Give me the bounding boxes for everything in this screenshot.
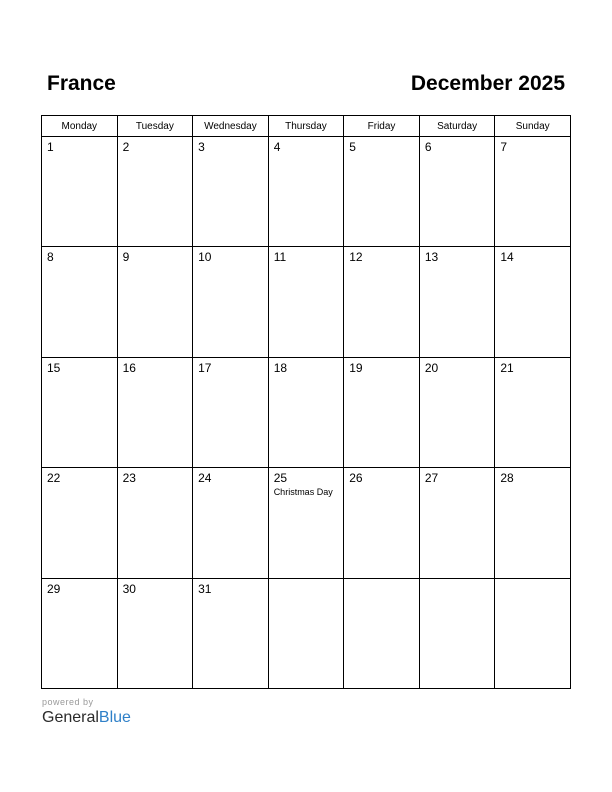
holiday-label: Christmas Day: [273, 487, 333, 498]
day-cell: [42, 357, 118, 467]
week-row: [42, 357, 571, 467]
day-number: 25: [273, 471, 288, 486]
weekday-wednesday: Wednesday: [193, 116, 269, 137]
day-number: 3: [198, 140, 205, 154]
day-number: 17: [198, 360, 212, 375]
week-row: [42, 468, 571, 578]
day-cell: [495, 247, 571, 357]
day-number: 21: [500, 360, 514, 375]
day-cell: [268, 357, 344, 467]
day-cell: [117, 137, 193, 247]
day-cell: [495, 578, 571, 688]
day-number: 26: [349, 471, 363, 486]
day-cell: [344, 357, 420, 467]
brand-general-text: General: [42, 709, 99, 726]
day-number: 20: [424, 360, 439, 375]
day-cell: [193, 468, 269, 578]
day-cell: [419, 247, 495, 357]
brand-blue-text: Blue: [98, 709, 131, 726]
footer-branding: [42, 697, 131, 728]
day-cell: [193, 578, 269, 688]
day-number: 10: [198, 250, 212, 265]
day-number: 4: [273, 140, 281, 154]
day-number: 28: [500, 471, 514, 486]
day-number: 31: [198, 581, 212, 596]
day-number: 19: [349, 360, 363, 375]
day-cell: [419, 578, 495, 688]
day-cell: [495, 137, 571, 247]
powered-by-label: powered by: [42, 697, 94, 707]
day-number: 2: [122, 140, 130, 154]
weekday-thursday: Thursday: [268, 116, 344, 137]
month-title: December 2025: [410, 72, 565, 95]
day-cell: [419, 137, 495, 247]
day-cell: [419, 468, 495, 578]
weekday-saturday: Saturday: [419, 116, 495, 137]
day-number: 5: [349, 140, 356, 154]
day-cell: [268, 137, 344, 247]
day-number: 9: [122, 250, 130, 265]
day-cell: [117, 578, 193, 688]
day-number: 8: [47, 250, 54, 265]
week-row: [42, 578, 571, 688]
day-cell: [344, 468, 420, 578]
day-number: 24: [198, 471, 212, 486]
day-number: 7: [500, 140, 508, 154]
day-cell: [344, 247, 420, 357]
day-cell: [117, 247, 193, 357]
day-number: 11: [273, 250, 287, 265]
day-number: 13: [424, 250, 439, 265]
day-cell: [268, 578, 344, 688]
day-number: 1: [47, 140, 54, 154]
day-cell: [42, 247, 118, 357]
week-row: [42, 137, 571, 247]
weekday-monday: Monday: [42, 116, 118, 137]
day-number: 15: [47, 360, 61, 375]
day-cell: [42, 578, 118, 688]
day-number: [344, 579, 419, 582]
country-title: France: [47, 72, 116, 95]
day-number: [495, 579, 570, 582]
day-number: 14: [500, 250, 514, 265]
calendar-grid: [41, 115, 571, 689]
day-number: 22: [47, 471, 61, 486]
day-number: 27: [424, 471, 439, 486]
day-number: [269, 579, 344, 582]
day-cell: [495, 357, 571, 467]
day-number: 16: [122, 360, 136, 375]
weekday-friday: Friday: [344, 116, 420, 137]
day-cell: [344, 578, 420, 688]
day-number: 6: [424, 140, 432, 154]
weekday-tuesday: Tuesday: [117, 116, 193, 137]
weekday-header-row: [42, 116, 571, 137]
week-row: [42, 247, 571, 357]
day-number: 30: [122, 581, 136, 596]
day-number: 12: [349, 250, 363, 265]
brand-logo: [42, 708, 131, 728]
day-cell: [42, 468, 118, 578]
day-number: [420, 579, 495, 582]
day-number: 18: [273, 360, 288, 375]
day-cell: [193, 357, 269, 467]
day-cell: [268, 468, 344, 578]
day-number: 23: [122, 471, 136, 486]
day-cell: [268, 247, 344, 357]
day-number: 29: [47, 581, 61, 596]
day-cell: [495, 468, 571, 578]
weekday-sunday: Sunday: [495, 116, 571, 137]
day-cell: [419, 357, 495, 467]
day-cell: [42, 137, 118, 247]
day-cell: [193, 137, 269, 247]
day-cell: [117, 468, 193, 578]
day-cell: [117, 357, 193, 467]
day-cell: [344, 137, 420, 247]
day-cell: [193, 247, 269, 357]
